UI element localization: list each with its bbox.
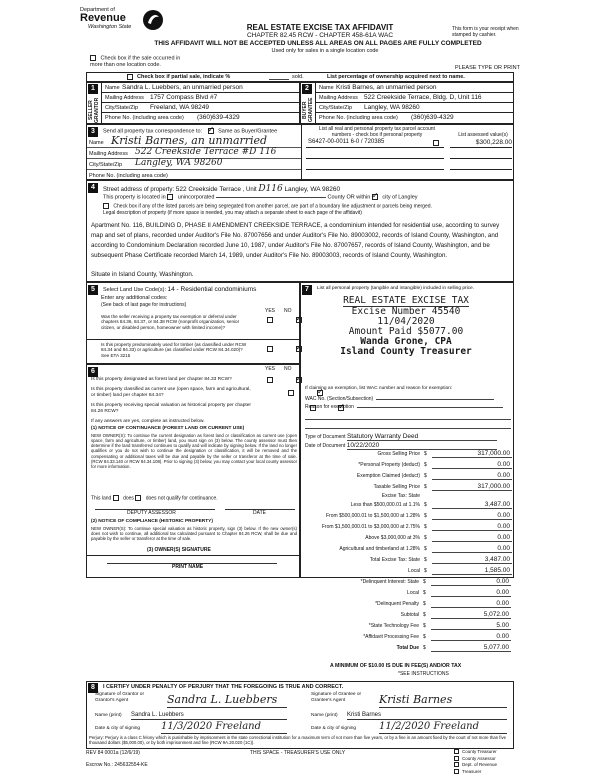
section-7-number: 7 — [302, 285, 312, 295]
grantor-signature: Sandra L. Luebbers — [167, 694, 287, 708]
situate: Situate in Island County, Washington. — [91, 271, 194, 278]
buyer-name: Kristi Barnes, an unmarried person — [336, 84, 437, 91]
tax-row: *Delinquent Penalty $ 0.00 — [375, 600, 509, 607]
seller-phone-label: Phone No. (including area code) — [105, 115, 184, 121]
s6-q1: Is this property designated as forest land per chapter 84.33 RCW? — [91, 377, 232, 382]
grantee-signature: Kristi Barnes — [379, 694, 507, 708]
perjury-text: Perjury: Perjury is a class C felony which is punishable by imprisonment in the state correctional institution for a maximum term of not more than five years, or by a fine in an amount fixed by the court of not more than five thousand dollars ($5,000.00), or by both imprisonment and fine (RCW 9A.20.020 (1C)). — [89, 735, 506, 746]
corr-name: Kristi Barnes, an unmarried — [111, 134, 268, 147]
tax-label: *Delinquent Penalty — [375, 601, 419, 607]
unincorporated-checkbox[interactable] — [167, 194, 173, 200]
street-label: Street address of property: — [103, 187, 175, 193]
certify-text: I CERTIFY UNDER PENALTY OF PERJURY THAT THE FOREGOING IS TRUE AND CORRECT. — [103, 684, 344, 690]
tax-row: Above $3,000,000 at 3% $ 0.00 — [365, 534, 510, 541]
notice1-text: NEW OWNER(S): To continue the current designation as forest land or classification as current use (open space, farm and agriculture, or timber) land, you must sign on (3) below. The county assessor must then determine if the land transferred continues to qualify and will indicate by signing below. If the land no longer qualifies or you do not wish to continue the designation or classification, it will be removed and the compensating or additional taxes will be due and payable by the seller or transferor at the time of sale. (RCW 84.33.140 or RCW 84.34.108). Prior to signing (3) below, you may contact your local county assessor for more information. — [91, 433, 297, 469]
stamp-line1: REAL ESTATE EXCISE TAX — [343, 295, 469, 306]
tax-row: *Affidavit Processing Fee $ 0.00 — [363, 633, 509, 640]
tax-row: From $500,000.01 to $1,500,000 at 1.28% $ 0.00 — [326, 512, 510, 519]
buyer-mailing: 522 Creekside Terrace, Bldg. D, Unit 116 — [364, 94, 482, 101]
tax-calc-table — [287, 450, 512, 580]
s5-q2: Is this property predominately used for timber (as classified under RCW 84.34 and 84.33) or agriculture (as classified under RCW 84.34.020)? See ETA 3215 — [101, 342, 247, 358]
copy-item: Treasurer — [454, 769, 497, 776]
city-of-label: city of Langley — [382, 194, 418, 201]
grantee-date: 11/2/2020 Freeland — [379, 721, 507, 734]
tax-row: Less than $500,000.01 at 1.1% $ 3,487.00 — [350, 501, 510, 508]
stamp-line5: Wanda Grone, CPA — [360, 335, 452, 347]
unincorporated-label: unincorporated — [177, 194, 215, 201]
s6-yes: YES — [265, 366, 276, 372]
sold-label: sold. — [292, 74, 304, 80]
excise-stamp — [321, 296, 491, 357]
grantor-name: Sandra L. Luebbers — [131, 712, 287, 720]
tax-label: Excise Tax: State — [381, 493, 420, 499]
notice1-title: (1) NOTICE OF CONTINUANCE (FOREST LAND OR CURRENT USE) — [91, 426, 245, 431]
tax-row: Total Due $ 5,077.00 — [396, 644, 509, 651]
tax-value[interactable]: 317,000.00 — [432, 450, 512, 458]
personal-property-checkbox[interactable] — [433, 140, 439, 146]
does-not-checkbox[interactable] — [135, 495, 141, 501]
list-pct-label: List percentage of ownership acquired next to name. — [327, 74, 465, 80]
tax-row: From $1,500,000.01 to $3,000,000 at 2.75% $ 0.00 — [321, 523, 510, 530]
doc-type-label: Type of Document — [305, 434, 346, 440]
tax-value[interactable]: 5.00 — [431, 622, 511, 630]
section-8 — [86, 681, 514, 749]
land-use-value: 14 - Residential condominiums — [167, 286, 257, 293]
tax-value[interactable]: 0.00 — [432, 472, 512, 480]
section-4-number: 4 — [88, 183, 98, 193]
copy-list — [454, 749, 497, 775]
buyer-label: BUYER GRANTEE — [302, 97, 314, 123]
dor-seal-icon — [142, 9, 164, 31]
seller-mailing: 1757 Compass Blvd #7 — [150, 94, 218, 101]
s6-q2-yes[interactable] — [288, 390, 294, 396]
reason-input[interactable] — [357, 407, 503, 408]
tax-value[interactable]: 0.00 — [431, 600, 511, 608]
tax-value[interactable]: 317,000.00 — [432, 483, 512, 491]
s5-q1-yes[interactable] — [267, 317, 273, 323]
stamp-line3: 11/04/2020 — [377, 315, 435, 327]
this-land-label: This land — [91, 495, 112, 502]
does-checkbox[interactable] — [113, 495, 119, 501]
seller-city: Freeland, WA 98249 — [150, 104, 210, 111]
minimum-due: A MINIMUM OF $10.00 IS DUE IN FEE(S) AND/OR TAX — [330, 663, 462, 669]
tax-row: *State Technology Fee $ 5.00 — [368, 622, 509, 629]
corr-mailing: 522 Creekside Terrace #D 116 — [135, 147, 277, 157]
assessor-date: DATE — [253, 510, 266, 516]
seller-section — [86, 82, 300, 124]
tax-row: Gross Selling Price $ 317,000.00 — [377, 450, 510, 457]
buyer-phone: (360)639-4329 — [411, 114, 454, 121]
tax-label: *Personal Property (deduct) — [358, 462, 420, 468]
tax-row: Total Excise Tax: State $ 3,487.00 — [369, 556, 510, 563]
see-back: (See back of last page for instructions) — [101, 302, 187, 308]
multi-location-checkbox[interactable] — [90, 55, 96, 61]
receipt-note: This form is your receipt when stamped by cashier. — [452, 26, 519, 38]
tax-label: From $500,000.01 to $1,500,000 at 1.28% — [326, 513, 420, 519]
owner-signature-label: (3) OWNER(S) SIGNATURE — [147, 547, 211, 553]
reason-label: Reason for exemption — [305, 404, 354, 410]
dept-line1: Department of — [80, 7, 115, 13]
section-1-number: 1 — [88, 84, 98, 94]
grantee-sig-label: Signature of Grantee or Grantee's Agent — [311, 692, 362, 703]
tax-value[interactable]: 0.00 — [431, 578, 511, 586]
segregation-checkbox[interactable] — [103, 203, 109, 209]
tax-row: Exemption Claimed (deduct) $ 0.00 — [356, 472, 510, 479]
tax-label: Taxable Selling Price — [373, 484, 420, 490]
form-title: REAL ESTATE EXCISE TAX AFFIDAVIT — [246, 23, 394, 32]
tax-label: *Delinquent Interest: State — [360, 579, 419, 585]
escrow-number: Escrow No.: 245632554-KE — [86, 762, 148, 768]
buyer-city: Langley, WA 98260 — [364, 104, 420, 111]
legal-description: Apartment No. 116, BUILDING D, PHASE II AMENDMENT CREEKSIDE TERRACE, a condominium intended for residential use, according to survey map and set of plans, recorded under Auditor's File No. 87007656 and under Auditor's File No. 89003002, records of Island County, Washington, and according to Condominium Declaration recorded June 10, 1987, under Auditor's File No. 87007657, records of Island County, Washington, and be subsequent Phase Certificate recorded March 14, 1989, under Auditor's File No. 89003003, records of Island County, Washington. — [91, 222, 500, 259]
buyer-city-label: City/State/Zip — [319, 105, 353, 111]
seller-city-label: City/State/Zip — [105, 105, 139, 111]
tax-label: Local — [407, 590, 419, 596]
s5-q1: Was the seller receiving a property tax exemption or deferral under chapters 84.36, 84.37, or 84.38 RCW (nonprofit organization, senior citizen, or disabled person, homeowner with limited income)? — [101, 314, 240, 330]
tax-label: Exemption Claimed (deduct) — [356, 473, 420, 479]
notice2-text: NEW OWNER(S): To continue special valuation as historic property, sign (3) below. If the new owner(s) does not wish to continue, all additional tax calculated pursuant to Chapter 84.26 RCW, shall be due and payable by the seller or transferor at the time of sale. — [91, 526, 297, 542]
unit-value: D116 — [258, 184, 283, 194]
corr-phone-label: Phone No. (including area code) — [89, 173, 168, 179]
tax-calc-table-2 — [286, 578, 511, 660]
seller-name: Sandra L. Luebbers, an unmarried person — [122, 84, 243, 91]
city-checkbox[interactable] — [372, 194, 378, 200]
tax-row: Local $ 1,585.00 — [408, 567, 510, 574]
s5-yes: YES — [265, 308, 276, 314]
copy-item: County Assessor — [454, 756, 497, 763]
street-value: 522 Creekside Terrace — [175, 186, 241, 193]
section-3 — [86, 124, 514, 180]
segregation-label: Check box if any of the listed parcels are being segregated from another parcel, are part of a boundary line adjustment or parcels being merged. — [113, 203, 432, 210]
stamp-line4: Amount Paid $5077.00 — [348, 325, 464, 337]
grantor-name-label: Name (print) — [95, 713, 122, 718]
tax-label: Agricultural and timberland at 1.28% — [339, 546, 420, 552]
doc-date: 10/22/2020 — [347, 442, 497, 450]
grantee-date-label: Date & city of signing — [311, 726, 357, 731]
doc-type: Statutory Warranty Deed — [347, 433, 497, 441]
corr-city-label: City/State/Zip — [89, 162, 123, 168]
same-as-label: Same as Buyer/Grantee — [218, 128, 278, 135]
section-2-number: 2 — [302, 84, 312, 94]
tax-label: Local — [408, 568, 420, 574]
section-8-number: 8 — [88, 683, 98, 693]
grantor-sig-label: Signature of Grantor or Grantor's Agent — [95, 692, 145, 703]
tax-row: Agricultural and timberland at 1.28% $ 0.00 — [339, 545, 510, 552]
section-5b — [86, 340, 300, 364]
wac-label: WAC No. (Section/Subsection) — [305, 396, 374, 402]
tax-value[interactable]: 5,077.00 — [431, 644, 511, 652]
tax-label: Gross Selling Price — [377, 451, 420, 457]
section-6-number: 6 — [88, 367, 98, 377]
tax-value[interactable]: 3,487.00 — [432, 556, 512, 564]
grantor-date: 11/3/2020 Freeland — [161, 721, 287, 734]
county-or-within: County OR within — [327, 194, 371, 201]
seller-name-label: Name — [105, 85, 120, 91]
tax-value[interactable]: 0.00 — [431, 589, 511, 597]
any-answers: If any answers are yes, complete as instructed below. — [91, 419, 205, 424]
seller-phone: (360)639-4329 — [197, 114, 240, 121]
does-label: does — [123, 495, 134, 502]
s6-q1-yes[interactable] — [267, 377, 273, 383]
section-5-number: 5 — [88, 285, 98, 295]
tax-label: *State Technology Fee — [368, 623, 419, 629]
corr-name-label: Name — [89, 140, 104, 146]
tax-value[interactable]: 0.00 — [432, 545, 512, 553]
dept-line3: Washington State — [88, 24, 132, 31]
notice2-title: (2) NOTICE OF COMPLIANCE (HISTORIC PROPERTY) — [91, 519, 213, 524]
legal-label: Legal description of property (if more space is needed, you may attach a separate sheet to each page of the affidavit) — [103, 210, 362, 216]
grantee-name: Kristi Barnes — [347, 712, 507, 720]
tax-label: Total Excise Tax: State — [369, 557, 420, 563]
unit-label: , Unit — [242, 187, 257, 193]
single-use-note: Used only for sales in a single location code — [271, 48, 379, 54]
section-7 — [300, 282, 514, 578]
corr-mailing-label: Mailing Address — [89, 151, 128, 157]
tax-row: Taxable Selling Price $ 317,000.00 — [373, 483, 510, 490]
copy-item: Dept. of Revenue — [454, 762, 497, 769]
tax-value[interactable]: 1,585.00 — [432, 567, 512, 575]
grantee-name-label: Name (print) — [311, 713, 338, 718]
partial-sale-row — [86, 72, 514, 82]
tax-label: From $1,500,000.01 to $3,000,000 at 2.75% — [321, 524, 420, 530]
parcel-number: S6427-00-0011 6-0 / 720385 — [308, 139, 385, 145]
tax-row — [287, 494, 512, 501]
section-4 — [86, 180, 514, 282]
tax-label: *Affidavit Processing Fee — [363, 634, 419, 640]
tax-label: Total Due — [396, 645, 419, 651]
buyer-name-label: Name — [319, 85, 334, 91]
partial-sale-pct[interactable] — [269, 73, 289, 80]
tax-value[interactable]: 3,487.00 — [432, 501, 512, 509]
s6-q3: Is this property receiving special valuation as historical property per chapter 84.26 RCW? — [91, 403, 251, 414]
seller-mailing-label: Mailing Address — [105, 95, 144, 101]
corr-city: Langley, WA 98260 — [135, 158, 223, 168]
tax-value[interactable]: 5,072.00 — [431, 611, 511, 619]
list-all-label: List all real and personal property tax parcel account numbers - check box if personal property — [319, 126, 435, 138]
wac-input[interactable] — [376, 399, 494, 400]
buyer-mailing-label: Mailing Address — [319, 95, 358, 101]
located-in-label: This property is located in — [103, 194, 166, 201]
tax-value[interactable]: 0.00 — [432, 523, 512, 531]
buyer-section — [300, 82, 514, 124]
additional-codes-label: Enter any additional codes: — [101, 295, 168, 301]
section-5 — [86, 282, 300, 340]
stamp-line2: Excise Number 45540 — [351, 305, 461, 317]
partial-sale-label: Check box if partial sale, indicate % — [137, 74, 231, 80]
rev-number: REV 84 0001a (12/6/19) — [86, 750, 140, 756]
form-warning: THIS AFFIDAVIT WILL NOT BE ACCEPTED UNLESS ALL AREAS ON ALL PAGES ARE FULLY COMPLETED — [154, 40, 482, 47]
tax-label: Above $3,000,000 at 3% — [365, 535, 420, 541]
multi-location-label: Check box if the sale occurred in more than one location code. — [90, 55, 181, 68]
s5-q2-yes[interactable] — [267, 346, 273, 352]
stamp-line6: Island County Treasurer — [340, 345, 472, 357]
claiming-label: If claiming an exemption, list WAC number and reason for exemption: — [305, 386, 453, 391]
send-label: Send all property tax correspondence to: — [103, 128, 203, 135]
see-instructions: *SEE INSTRUCTIONS — [398, 671, 449, 677]
seller-label: SELLER GRANTOR — [88, 97, 100, 123]
tax-row: Local $ 0.00 — [407, 589, 509, 596]
assessed-value: $300,228.00 — [450, 139, 512, 148]
tax-row: *Personal Property (deduct) $ 0.00 — [358, 461, 510, 468]
tax-label: Less than $500,000.01 at 1.1% — [350, 502, 420, 508]
treasurer-only: THIS SPACE - TREASURER'S USE ONLY — [250, 750, 346, 756]
s6-q2: Is this property classified as current use (open space, farm and agricultural, or timber) land per chapter 84.34? — [91, 387, 251, 398]
tax-value[interactable]: 0.00 — [432, 534, 512, 542]
dor-logo — [80, 7, 175, 43]
tax-row: Subtotal $ 5,072.00 — [400, 611, 509, 618]
section-3-number: 3 — [88, 127, 98, 137]
tax-value[interactable]: 0.00 — [432, 512, 512, 520]
partial-sale-checkbox[interactable] — [127, 74, 133, 80]
s6-no: NO — [284, 366, 292, 372]
tax-label: Subtotal — [400, 612, 419, 618]
tax-value[interactable]: 0.00 — [432, 461, 512, 469]
tax-row: *Delinquent Interest: State $ 0.00 — [360, 578, 509, 585]
assessed-label: List assessed value(s) — [458, 132, 508, 138]
type-or-print: PLEASE TYPE OR PRINT — [455, 65, 521, 71]
buyer-phone-label: Phone No. (including area code) — [319, 115, 398, 121]
street-city: Langley, WA 98260 — [284, 186, 341, 193]
section-6 — [86, 364, 300, 556]
dept-line2: Revenue — [80, 12, 126, 25]
land-use-label: Select Land Use Code(s): — [103, 287, 166, 293]
deputy-assessor: DEPUTY ASSESSOR — [127, 510, 176, 516]
print-name-label: PRINT NAME — [172, 564, 204, 570]
tax-value[interactable]: 0.00 — [431, 633, 511, 641]
form-chapter: CHAPTER 82.45 RCW - CHAPTER 458-61A WAC — [246, 32, 394, 40]
list-personal-label: List all personal property (tangible and intangible) included in selling price. — [317, 286, 475, 291]
doc-date-label: Date of Document — [305, 443, 346, 449]
copy-item: County Treasurer — [454, 749, 497, 756]
s5-no: NO — [284, 308, 292, 314]
does-not-label: does not qualify for continuance. — [145, 495, 218, 502]
grantor-date-label: Date & city of signing — [95, 726, 141, 731]
